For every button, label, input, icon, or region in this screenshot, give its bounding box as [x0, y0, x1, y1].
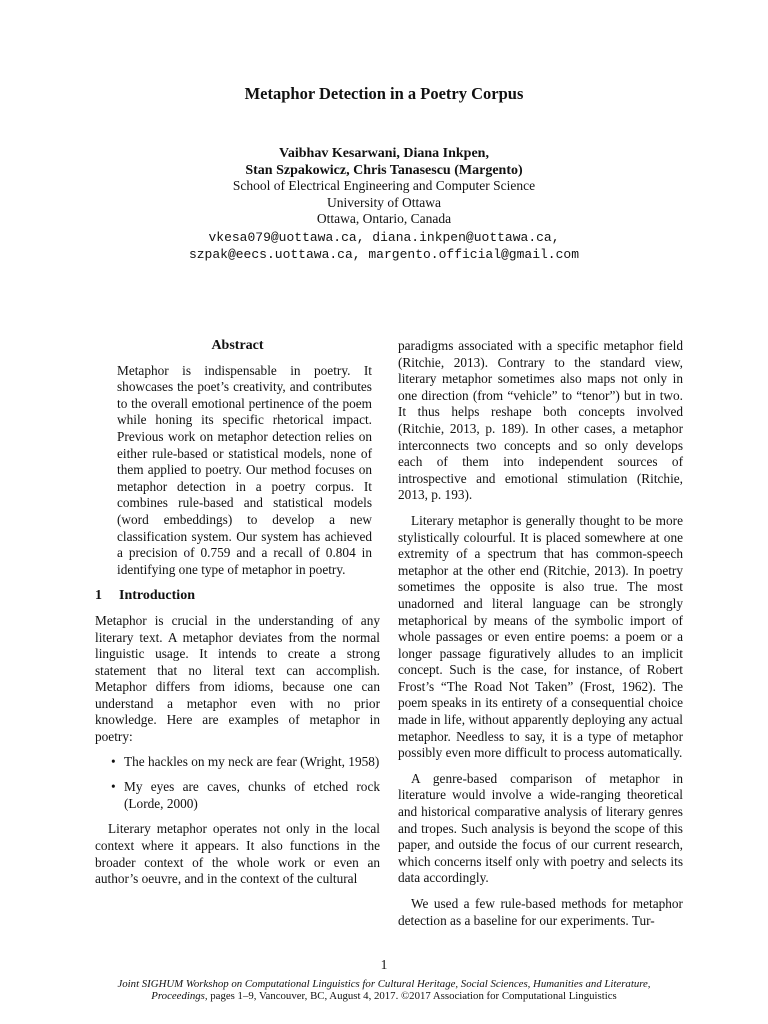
abstract-heading: Abstract [211, 338, 264, 353]
page-number: 1 [380, 957, 388, 972]
list-item-text: The hackles on my neck are fear (Wright, 1958) [124, 753, 380, 769]
venue-footer [0, 978, 768, 1002]
list-item-text: My eyes are caves, chunks of etched rock (Lorde, 2000) [124, 779, 380, 811]
right-column [398, 338, 683, 929]
paper-title: Metaphor Detection in a Poetry Corpus [244, 84, 524, 103]
venue-details: pages 1–9, Vancouver, BC, August 4, 2017. ©2017 Association for Computational Linguistics [207, 990, 617, 1002]
intro-paragraph-1: Metaphor is crucial in the understanding of any literary text. A metaphor deviates from the normal linguistic usage. It intends to create a strong statement that no literal text can accomplish. Metaphor differs from idioms, because one can understand a metaphor even with no prior knowledge. Here are examples of metaphor in poetry: [95, 612, 380, 745]
abstract-text: Metaphor is indispensable in poetry. It showcases the poet’s creativity, and contributes to the overall emotional pertinence of the poem while honing its specific rhetorical impact. Previous work on metaphor detection relies on either rule-based or statistical models, none of them applied to poetry. Our method focuses on metaphor detection in a poetry corpus. It combines rule-based and statistical models (word embeddings) to develop a new classification system. Our system has achieved a precision of 0.759 and a recall of 0.804 in identifying one type of metaphor in poetry. [117, 362, 372, 577]
venue-proceedings: Proceedings, [151, 990, 208, 1002]
bullet-icon: • [111, 779, 116, 795]
authors-line-1: Vaibhav Kesarwani, Diana Inkpen, [279, 146, 489, 161]
email-line-2: szpak@eecs.uottawa.ca, margento.official@gmail.com [188, 247, 580, 262]
list-item [95, 779, 380, 812]
body-paragraph-1: paradigms associated with a specific metaphor field (Ritchie, 2013). Contrary to the standard view, literary metaphor sometimes also maps not only in one direction (from “vehicle” to “tenor”) but in two. It thus helps reshape both concepts involved (Ritchie, 2013, p. 189). In other cases, a metaphor interconnects two concepts and so only develops each of them into independent sources of introspective and emotional stimulation (Ritchie, 2013, p. 193). [398, 338, 683, 503]
section-title: Introduction [119, 588, 195, 604]
email-list [0, 229, 768, 263]
venue-line-1: Joint SIGHUM Workshop on Computational Linguistics for Cultural Heritage, Social Sciences, Humanities and Literature, [117, 978, 651, 990]
list-item [95, 754, 380, 771]
authors-line-2: Stan Szpakowicz, Chris Tanasescu (Margento) [245, 163, 523, 178]
affiliation-line-3: Ottawa, Ontario, Canada [316, 211, 452, 226]
affiliation-line-1: School of Electrical Engineering and Computer Science [232, 178, 536, 193]
body-paragraph-4: We used a few rule-based methods for metaphor detection as a baseline for our experiments. Tur- [398, 896, 683, 928]
email-line-1: vkesa079@uottawa.ca, diana.inkpen@uottawa.ca, [208, 230, 560, 245]
example-list [95, 754, 380, 813]
section-number: 1 [95, 588, 102, 604]
author-list [0, 145, 768, 179]
body-paragraph-3: A genre-based comparison of metaphor in literature would involve a wide-ranging theoretical and historical comparative analysis of literary genres and tropes. Such analysis is beyond the scope of this paper, and outside the focus of our current research, which concerns itself only with poetry and selects its data accordingly. [398, 770, 683, 886]
section-heading-introduction [95, 588, 380, 605]
affiliation [0, 178, 768, 228]
bullet-icon: • [111, 753, 116, 769]
left-column [95, 338, 380, 888]
affiliation-line-2: University of Ottawa [327, 194, 441, 210]
intro-paragraph-2: Literary metaphor operates not only in the local context where it appears. It also functions in the broader context of the whole work or even an author’s oeuvre, and in the context of the cultural [95, 821, 380, 887]
body-paragraph-2: Literary metaphor is generally thought to be more stylistically colourful. It is placed somewhere at one extremity of a spectrum that has common-speech metaphor at the other end (Ritchie, 2013). In poetry sometimes the opposite is also true. The most unadorned and literal language can be strongly metaphorical by means of the symbolic import of whole passages or even entire poems: a poem or a longer passage figuratively alludes to an implicit concept. Such is the case, for instance, of Robert Frost’s “The Road Not Taken” (Frost, 1962). The poem speaks in its entirety of a consequential choice made in life, without apparently deploying any actual metaphor. Needless to say, it is a type of metaphor possibly even more difficult to process automatically. [398, 512, 683, 761]
